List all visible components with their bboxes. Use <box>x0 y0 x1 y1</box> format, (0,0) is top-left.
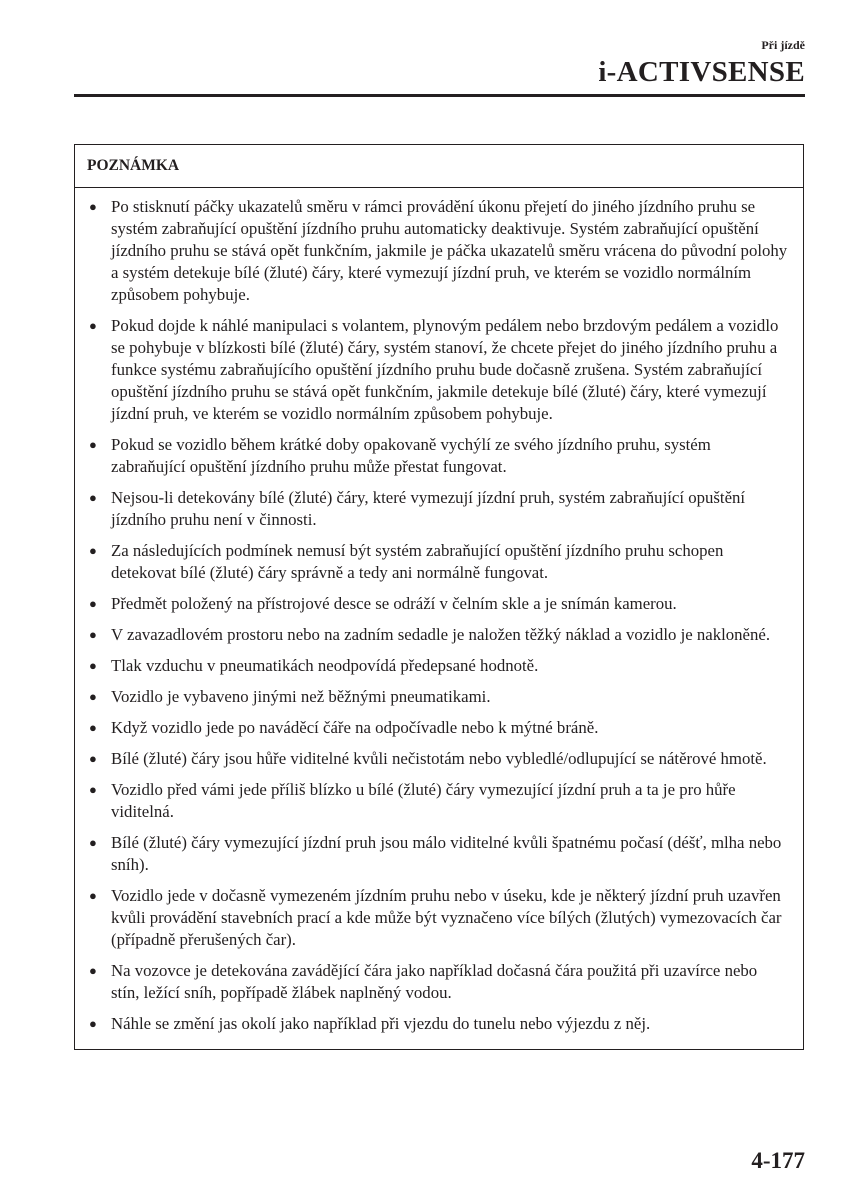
chapter-title: i-ACTIVSENSE <box>598 56 805 88</box>
bullet-icon: ● <box>89 963 97 978</box>
list-item-text: Náhle se změní jas okolí jako například při vjezdu do tunelu nebo výjezdu z něj. <box>111 1014 651 1033</box>
list-item-text: Vozidlo před vámi jede příliš blízko u bílé (žluté) čáry vymezující jízdní pruh a ta je pro hůře viditelná. <box>111 780 736 821</box>
list-item-text: Vozidlo je vybaveno jinými než běžnými pneumatikami. <box>111 687 491 706</box>
list-item-text: Bílé (žluté) čáry vymezující jízdní pruh jsou málo viditelné kvůli špatnému počasí (déšť, mlha nebo sníh). <box>111 833 782 874</box>
list-item-text: Vozidlo jede v dočasně vymezeném jízdním pruhu nebo v úseku, kde je některý jízdní pruh uzavřen kvůli provádění stavebních prací a kde může být vyznačeno více bílých (žlutých) vymezovacích čar (případně přerušených čar). <box>111 886 782 949</box>
list-item-text: Pokud dojde k náhlé manipulaci s volantem, plynovým pedálem nebo brzdovým pedálem a vozidlo se pohybuje v blízkosti bílé (žluté) čáry, systém stanoví, že chcete přejet do jiného jízdního pruhu a funkce systému zabraňujícího opuštění jízdního pruhu bude dočasně zrušena. Systém zabraňující opuštění jízdního pruhu se stává opět funkčním, jakmile detekuje bílé (žluté) čáry, které vymezují jízdní pruh, ve kterém se vozidlo normálním způsobem pohybuje. <box>111 316 779 423</box>
list-item <box>87 624 789 646</box>
bullet-icon: ● <box>89 627 97 642</box>
bullet-icon: ● <box>89 543 97 558</box>
list-item-text: Nejsou-li detekovány bílé (žluté) čáry, které vymezují jízdní pruh, systém zabraňující opuštění jízdního pruhu není v činnosti. <box>111 488 746 529</box>
list-item <box>87 686 789 708</box>
list-item <box>87 655 789 677</box>
list-item <box>87 832 789 876</box>
bullet-icon: ● <box>89 596 97 611</box>
list-item <box>87 315 789 425</box>
list-item-text: Na vozovce je detekována zavádějící čára jako například dočasná čára použitá při uzavírce nebo stín, ležící sníh, popřípadě žlábek naplněný vodou. <box>111 961 758 1002</box>
list-item <box>87 960 789 1004</box>
list-item <box>87 748 789 770</box>
bullet-icon: ● <box>89 490 97 505</box>
list-item <box>87 1013 789 1035</box>
list-item <box>87 885 789 951</box>
bullet-icon: ● <box>89 689 97 704</box>
bullet-icon: ● <box>89 437 97 452</box>
bullet-icon: ● <box>89 888 97 903</box>
list-item-text: Bílé (žluté) čáry jsou hůře viditelné kvůli nečistotám nebo vybledlé/odlupující se nátěrové hmotě. <box>111 749 767 768</box>
page-number: 4-177 <box>751 1148 805 1173</box>
list-item-text: V zavazadlovém prostoru nebo na zadním sedadle je naložen těžký náklad a vozidlo je nakloněné. <box>111 625 771 644</box>
note-heading: POZNÁMKA <box>75 145 803 188</box>
list-item <box>87 779 789 823</box>
list-item <box>87 196 789 306</box>
header-divider <box>74 94 805 97</box>
bullet-icon: ● <box>89 1016 97 1031</box>
bullet-icon: ● <box>89 751 97 766</box>
list-item <box>87 540 789 584</box>
list-item-text: Pokud se vozidlo během krátké doby opakovaně vychýlí ze svého jízdního pruhu, systém zabraňující opuštění jízdního pruhu může přestat fungovat. <box>111 435 711 476</box>
section-title: Při jízdě <box>761 38 805 52</box>
bullet-icon: ● <box>89 835 97 850</box>
bullet-icon: ● <box>89 782 97 797</box>
list-item <box>87 717 789 739</box>
bullet-icon: ● <box>89 658 97 673</box>
list-item-text: Tlak vzduchu v pneumatikách neodpovídá předepsané hodnotě. <box>111 656 539 675</box>
list-item <box>87 487 789 531</box>
note-list <box>75 188 803 1049</box>
list-item <box>87 593 789 615</box>
list-item-text: Za následujících podmínek nemusí být systém zabraňující opuštění jízdního pruhu schopen detekovat bílé (žluté) čáry správně a tedy ani normálně fungovat. <box>111 541 724 582</box>
list-item-text: Když vozidlo jede po naváděcí čáře na odpočívadle nebo k mýtné bráně. <box>111 718 599 737</box>
note-box <box>74 144 804 1050</box>
bullet-icon: ● <box>89 720 97 735</box>
list-item <box>87 434 789 478</box>
bullet-icon: ● <box>89 318 97 333</box>
bullet-icon: ● <box>89 199 97 214</box>
list-item-text: Předmět položený na přístrojové desce se odráží v čelním skle a je snímán kamerou. <box>111 594 677 613</box>
list-item-text: Po stisknutí páčky ukazatelů směru v rámci provádění úkonu přejetí do jiného jízdního pruhu se systém zabraňující opuštění jízdního pruhu automaticky deaktivuje. Systém zabraňující opuštění jízdního pruhu se stává opět funkčním, jakmile je páčka ukazatelů směru vrácena do původní polohy a systém detekuje bílé (žluté) čáry, které vymezují jízdní pruh, ve kterém se vozidlo normálním způsobem pohybuje. <box>111 197 788 304</box>
